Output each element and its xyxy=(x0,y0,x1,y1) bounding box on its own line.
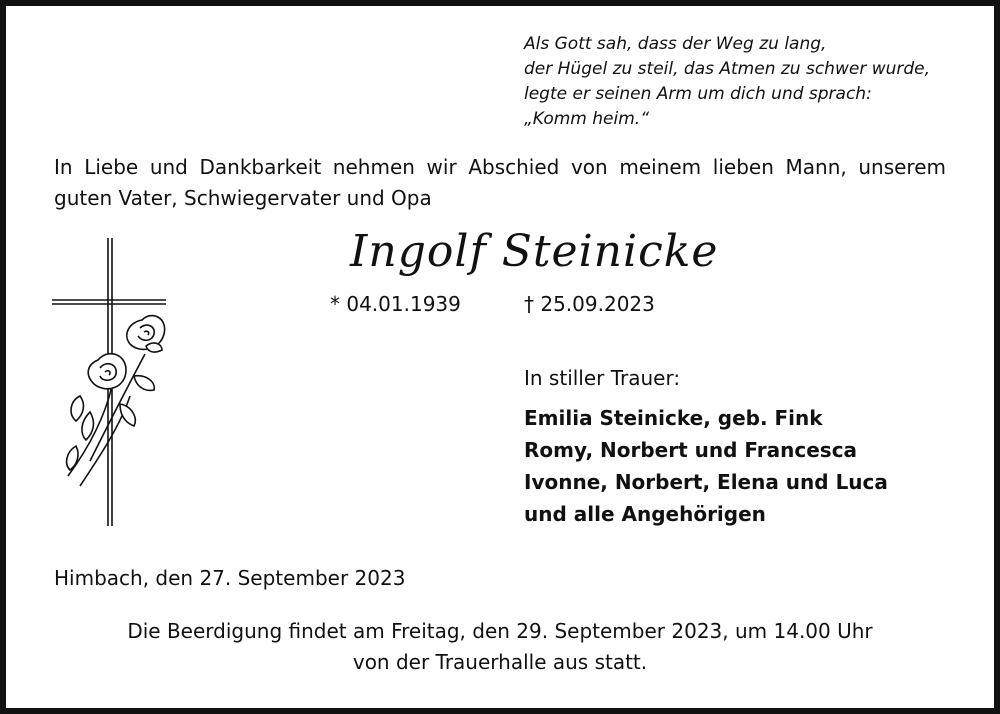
poem-line: Als Gott sah, dass der Weg zu lang, xyxy=(524,34,827,54)
poem-line: legte er seinen Arm um dich und sprach: xyxy=(524,84,872,104)
mourner-line: Emilia Steinicke, geb. Fink xyxy=(524,406,823,430)
cross-with-roses-icon xyxy=(50,236,170,534)
mourner-line: und alle Angehörigen xyxy=(524,502,766,526)
intro-text: In Liebe und Dankbarkeit nehmen wir Abschied von meinem lieben Mann, unserem guten Vater, Schwiegervater und Opa xyxy=(54,155,946,210)
birth-date: * 04.01.1939 xyxy=(330,292,461,316)
poem-line: der Hügel zu steil, das Atmen zu schwer wurde, xyxy=(524,59,931,79)
mourning-label: In stiller Trauer: xyxy=(524,366,681,390)
funeral-line: von der Trauerhalle aus statt. xyxy=(352,650,648,674)
poem-line: „Komm heim.“ xyxy=(524,109,650,129)
place-date: Himbach, den 27. September 2023 xyxy=(54,566,406,590)
death-date: † 25.09.2023 xyxy=(524,292,655,316)
funeral-line: Die Beerdigung findet am Freitag, den 29. September 2023, um 14.00 Uhr xyxy=(127,619,873,643)
mourners-list xyxy=(524,402,888,530)
poem xyxy=(524,32,930,132)
mourner-line: Romy, Norbert und Francesca xyxy=(524,438,858,462)
mourner-line: Ivonne, Norbert, Elena und Luca xyxy=(524,470,888,494)
funeral-notice xyxy=(54,616,946,678)
deceased-name: Ingolf Steinicke xyxy=(350,226,719,277)
